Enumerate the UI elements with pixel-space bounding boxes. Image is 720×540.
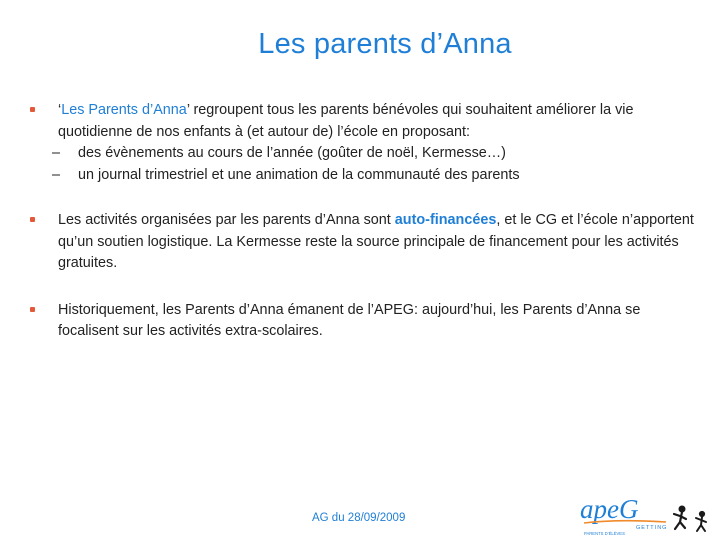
quote-close: ’: [186, 102, 190, 118]
bullet-item: [30, 210, 700, 275]
sub-item: [30, 165, 700, 187]
bullet-marker: [30, 217, 35, 222]
logo-sub-text: GETTING: [636, 525, 668, 531]
footer-date: AG du 28/09/2009: [312, 512, 406, 524]
apeg-logo: [578, 494, 714, 538]
sub-marker: –: [52, 145, 61, 161]
sub-item: [30, 143, 700, 165]
bullet-item: [30, 300, 700, 343]
slide-title: Les parents d’Anna: [258, 28, 512, 60]
sub-marker: –: [52, 166, 61, 183]
walking-child-icon: [696, 511, 706, 531]
slide-content: [30, 100, 700, 343]
bullet-text: , et le CG et l’école n’apportent qu’un soutien logistique. La Kermesse reste la source principale de financement pour les activités gratuites.: [58, 212, 694, 271]
quote-open: ‘: [58, 102, 62, 118]
sub-item-text: des évènements au cours de l’année (goûter de noël, Kermesse…): [78, 145, 506, 161]
sub-item-text: un journal trimestriel et une animation de la communauté des parents: [78, 166, 520, 183]
bullet-text: Les activités organisées par les parents d’Anna sont: [58, 212, 395, 228]
bullet-text: Historiquement, les Parents d’Anna émanent de l’APEG: aujourd’hui, les Parents d’Anna se focalisent sur les activités extra-scolaires.: [58, 301, 641, 339]
logo-main-text: apeG: [580, 494, 639, 524]
bullet-item: [30, 100, 700, 143]
running-child-icon: [674, 506, 686, 529]
bullet-marker: [30, 107, 35, 112]
bullet-marker: [30, 307, 35, 312]
logo-caption-text: PARENTS D’ÉLÈVES: [584, 531, 625, 536]
highlight-les-parents-d-anna: Les Parents d’Anna: [61, 102, 187, 118]
highlight-auto-financees: auto-financées: [394, 212, 497, 228]
bullet-text: regroupent tous les parents bénévoles qui souhaitent améliorer la vie quotidienne de nos enfants à (et autour de) l’école en proposant:: [58, 102, 634, 140]
